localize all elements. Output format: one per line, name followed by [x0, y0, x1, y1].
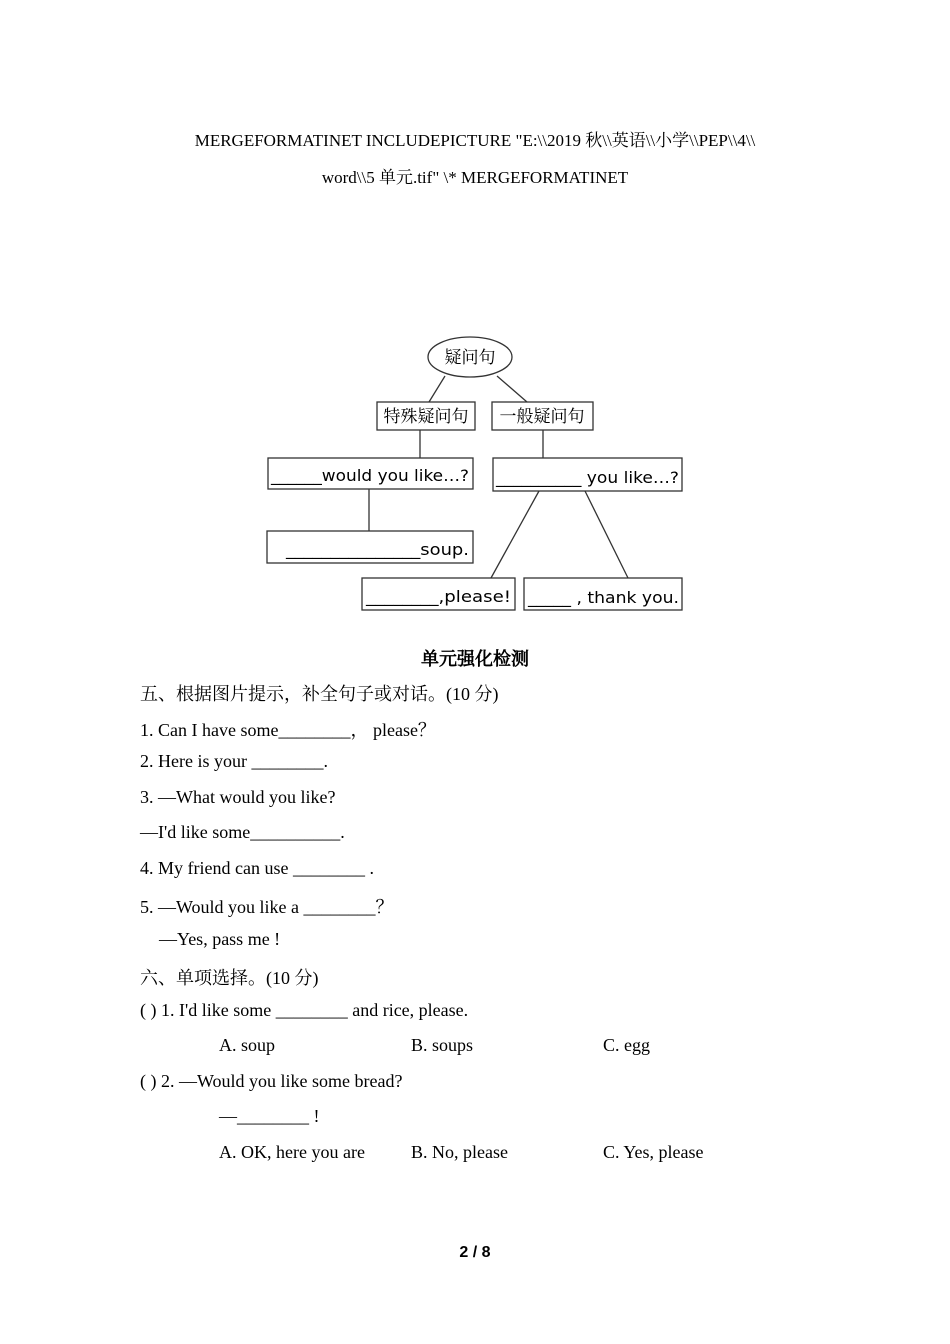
part6-q1-option-a: A. soup	[219, 1035, 276, 1055]
part5-question-3b: —I'd like some__________.	[140, 822, 345, 842]
part6-heading: 六、单项选择。(10 分)	[140, 968, 319, 988]
part5-heading: 五、根据图片提示，补全句子或对话。(10 分)	[140, 684, 499, 704]
part6-q2-answer-line: —________ !	[219, 1106, 320, 1126]
header-line-2: word\\5 单元.tif" \* MERGEFORMATINET	[321, 168, 629, 187]
part6-question-1: ( ) 1. I'd like some ________ and rice, please.	[140, 1000, 469, 1020]
right-answer-text-1: ________,please!	[366, 587, 494, 606]
right-answer-text-2: _____ , thank you.	[528, 588, 669, 607]
part5-question-4: 4. My friend can use ________ .	[140, 858, 374, 878]
part6-question-2: ( ) 2. —Would you like some bread?	[140, 1071, 403, 1091]
part5-question-2: 2. Here is your ________.	[140, 751, 328, 771]
part6-q2-option-a: A. OK, here you are	[219, 1142, 365, 1162]
part6-q2-option-b: B. No, please	[411, 1142, 508, 1162]
part5-question-5a: 5. —Would you like a ________？	[140, 897, 394, 917]
part5-question-5b: —Yes, pass me !	[159, 929, 281, 949]
root-node-label: 疑问句	[444, 348, 496, 368]
special-question-label: 特殊疑问句	[383, 407, 469, 427]
section-title: 单元强化检测	[421, 649, 529, 669]
header-line-1: MERGEFORMATINET INCLUDEPICTURE "E:\\2019 秋\\英语\\小学\\PEP\\4\\	[194, 131, 756, 150]
part6-q2-option-c: C. Yes, please	[603, 1142, 704, 1162]
page-number: 2 / 8	[459, 1244, 491, 1261]
part5-question-1: 1. Can I have some________， please？	[140, 720, 436, 740]
left-question-text: ______would you like…?	[271, 466, 459, 485]
right-question-text: __________ you like…?	[496, 468, 668, 487]
part5-question-3a: 3. —What would you like?	[140, 787, 336, 807]
general-question-label: 一般疑问句	[499, 407, 585, 427]
part6-q1-option-b: B. soups	[411, 1035, 474, 1055]
part6-q1-option-c: C. egg	[603, 1035, 650, 1055]
left-answer-text: _______________soup.	[286, 540, 450, 559]
